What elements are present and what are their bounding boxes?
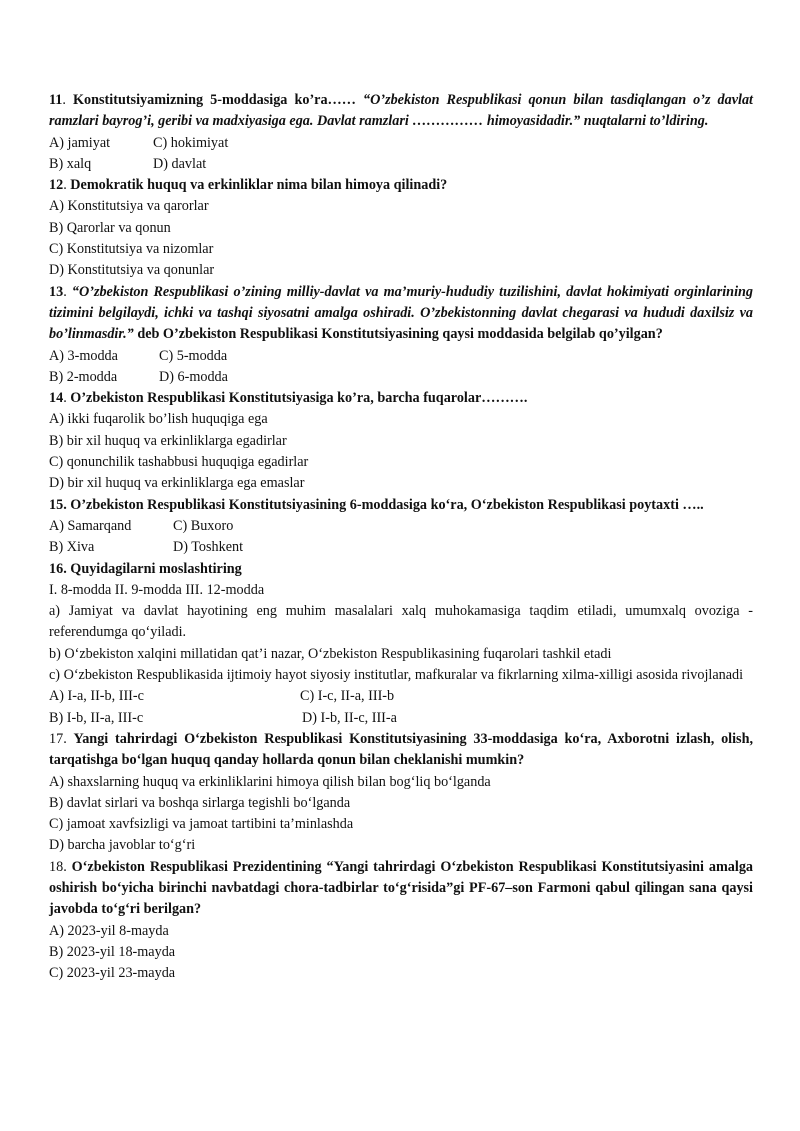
option-16-a: A) I-a, II-b, III-c (49, 688, 144, 705)
option-17-a: A) shaxslarning huquq va erkinliklarini himoya qilish bilan bog‘liq bo‘lganda (49, 773, 491, 790)
option-12-a: A) Konstitutsiya va qarorlar (49, 198, 209, 215)
question-15-stem: 15. O’zbekiston Respublikasi Konstitutsiyasining 6-moddasiga ko‘ra, O‘zbekiston Respublikasi poytaxti ….. (49, 496, 704, 513)
option-11-c: C) hokimiyat (153, 134, 229, 151)
question-17 (49, 729, 753, 772)
option-16-c: C) I-c, II-a, III-b (300, 688, 395, 705)
option-17-c: C) jamoat xavfsizligi va jamoat tartibini ta’minlashda (49, 816, 354, 833)
question-11: 11. Konstitutsiyamizning 5-moddasiga ko’ra…… “O’zbekiston Respublikasi qonun bilan tasdiqlangan o’z davlat ramzlari bayrog’i, geribi va madxiyasiga ega. Davlat ramzlari …………… himoyasidadir.” nuqtalarni to’ldiring. (49, 92, 754, 130)
option-12-d: D) Konstitutsiya va qonunlar (49, 262, 215, 279)
question-18-stem: O‘zbekiston Respublikasi Prezidentining “Yangi tahrirdagi O‘zbekiston Respublikasi Konstitutsiyasini amalga oshirish bo‘yicha birinchi navbatdagi chora-tadbirlar to‘g‘risida”gi PF-67–son Farmoni qabul qilingan sana qaysi javobda to‘g‘ri berilgan? (49, 858, 754, 918)
option-15-a: A) Samarqand (49, 517, 132, 534)
question-16-items: I. 8-modda II. 9-modda III. 12-modda (49, 581, 265, 598)
question-16-item-b: b) O‘zbekiston xalqini millatidan qat’i nazar, O‘zbekiston Respublikasining fuqarolari tashkil etadi (49, 645, 612, 662)
option-13-d: D) 6-modda (159, 368, 228, 385)
question-16 (49, 559, 753, 580)
option-11-b: B) xalq (49, 155, 92, 172)
option-15-c: C) Buxoro (173, 517, 234, 534)
option-14-c: C) qonunchilik tashabbusi huquqiga egadirlar (49, 454, 309, 471)
question-13: 13. “O’zbekiston Respublikasi o’zining milliy-davlat va ma’muriy-hududiy tuzilishini, davlat hokimiyati orginlarining tizimini belgilaydi, ichki va tashqi siyosatni amalga oshiradi. O’zbekistonning davlat chegarasi va hududi daxilsiz va bo’linmasdir.” deb O’zbekiston Respublikasi Konstitutsiyasining qaysi moddasida belgilab qo’yilgan? (49, 283, 754, 343)
option-17-b: B) davlat sirlari va boshqa sirlarga tegishli bo‘lganda (49, 794, 351, 811)
option-14-d: D) bir xil huquq va erkinliklarga ega emaslar (49, 475, 305, 492)
question-13-options-row-1 (49, 346, 753, 367)
option-12-c: C) Konstitutsiya va nizomlar (49, 241, 214, 258)
question-18 (49, 857, 753, 921)
question-15-options-row-2 (49, 537, 753, 558)
question-16-item-c: c) O‘zbekiston Respublikasida ijtimoiy hayot siyosiy institutlar, mafkuralar va fikrlarning xilma-xilligi asosida rivojlanadi (49, 667, 744, 684)
option-18-c: C) 2023-yil 23-mayda (49, 965, 176, 982)
option-12-b: B) Qarorlar va qonun (49, 219, 171, 236)
question-12: 12. Demokratik huquq va erkinliklar nima bilan himoya qilinadi? (49, 177, 448, 194)
question-12-stem: Demokratik huquq va erkinliklar nima bilan himoya qilinadi? (70, 177, 448, 194)
option-14-a: A) ikki fuqarolik bo’lish huquqiga ega (49, 411, 268, 428)
question-12-number: 12 (49, 177, 64, 194)
question-18-number: 18. (49, 858, 67, 875)
option-13-b: B) 2-modda (49, 368, 118, 385)
question-15 (49, 495, 753, 516)
option-14-b: B) bir xil huquq va erkinliklarga egadirlar (49, 432, 287, 449)
question-11-options-row-2 (49, 154, 753, 175)
option-15-b: B) Xiva (49, 539, 95, 556)
question-16-options-row-2 (49, 708, 753, 729)
question-11-quote: “O’zbekiston Respublikasi qonun bilan tasdiqlangan o’z davlat ramzlari bayrog’i, geribi va madxiyasiga ega. Davlat ramzlari …………… himoyasidadir.” nuqtalarni to’ldiring. (49, 92, 754, 130)
question-17-number: 17. (49, 730, 67, 747)
question-11-options-row-1 (49, 133, 753, 154)
question-13-options-row-2 (49, 367, 753, 388)
question-14-number: 14 (49, 390, 64, 407)
question-11-stem: Konstitutsiyamizning 5-moddasiga ko’ra…… (73, 92, 356, 108)
question-17-stem: Yangi tahrirdagi O‘zbekiston Respublikasi Konstitutsiyasining 33-moddasiga ko‘ra, Axborotni izlash, olish, tarqatishga bo‘lgan huquq qanday hollarda qonun bilan cheklanishi mumkin? (49, 730, 754, 769)
question-13-number: 13 (49, 283, 64, 300)
quiz-page (49, 90, 753, 984)
question-16-options-row-1 (49, 686, 753, 707)
question-11-number: 11 (49, 92, 63, 108)
option-11-d: D) davlat (153, 155, 207, 172)
option-11-a: A) jamiyat (49, 134, 111, 151)
question-16-item-a: a) Jamiyat va davlat hayotining eng muhim masalalari xalq muhokamasiga taqdim etiladi, umumxalq ovoziga - referendumga qo‘yiladi. (49, 603, 753, 641)
question-14-stem: O’zbekiston Respublikasi Konstitutsiyasiga ko’ra, barcha fuqarolar………. (70, 390, 528, 407)
question-16-stem: 16. Quyidagilarni moslashtiring (49, 560, 242, 577)
option-17-d: D) barcha javoblar to‘g‘ri (49, 837, 196, 854)
question-15-options-row-1 (49, 516, 753, 537)
option-13-a: A) 3-modda (49, 347, 118, 364)
option-18-a: A) 2023-yil 8-mayda (49, 922, 169, 939)
question-13-quote: “O’zbekiston Respublikasi o’zining milliy-davlat va ma’muriy-hududiy tuzilishini, davlat hokimiyati orginlarining tizimini belgilaydi, ichki va tashqi siyosatni amalga oshiradi. O’zbekistonning davlat chegarasi va hududi daxilsiz va bo’linmasdir.” (49, 283, 754, 343)
option-18-b: B) 2023-yil 18-mayda (49, 943, 176, 960)
question-13-stem: deb O’zbekiston Respublikasi Konstitutsiyasining qaysi moddasida belgilab qo’yilgan? (137, 326, 663, 343)
option-13-c: C) 5-modda (159, 347, 228, 364)
question-14: 14. O’zbekiston Respublikasi Konstitutsiyasiga ko’ra, barcha fuqarolar………. (49, 390, 528, 407)
option-16-d: D) I-b, II-c, III-a (302, 709, 397, 726)
option-16-b: B) I-b, II-a, III-c (49, 709, 144, 726)
option-15-d: D) Toshkent (173, 539, 244, 556)
